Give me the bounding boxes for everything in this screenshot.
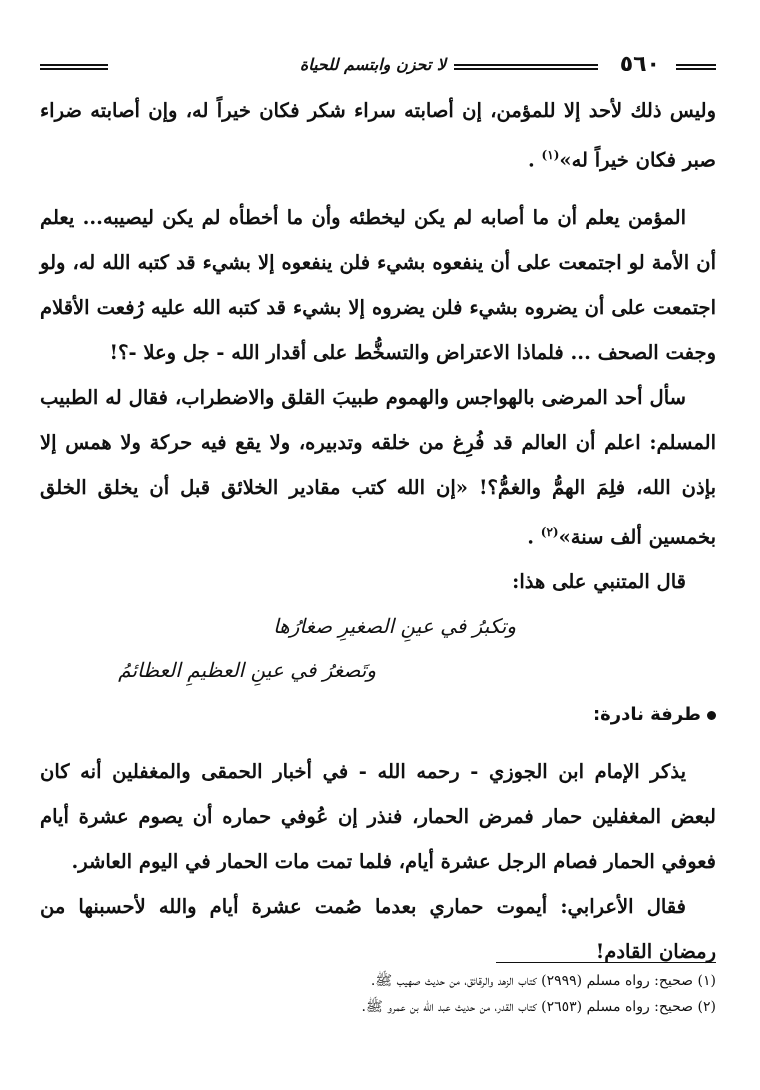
paragraph-1 [40, 88, 716, 183]
header-rule-left [40, 64, 108, 70]
footnote-1: (١) صحيح: رواه مسلم (٢٩٩٩) كتاب الزهد والرقائق، من حديث صهيب ﷺ. [370, 973, 716, 989]
paragraph-3-text: سأل أحد المرضى بالهواجس والهموم طبيبَ القلق والاضطراب، فقال له الطبيب المسلم: اعلم أن العالم قد فُرِغ من خلقه وتدبيره، ولا يقع فيه حركة ولا همس إلا بإذن الله، فلِمَ الهمُّ والغمُّ؟! «إن الله كتب مقادير الخلائق قبل أن يخلق الخلق بخمسين ألف سنة» [40, 385, 716, 548]
page-body [40, 88, 716, 974]
header-rule-middle [454, 64, 598, 70]
poem-verse-2: وتَصغرُ في عينِ العظيمِ العظائمُ [118, 658, 376, 682]
paragraph-2: المؤمن يعلم أن ما أصابه لم يكن ليخطئه وأن ما أخطأه لم يكن ليصيبه... يعلم أن الأمة لو اجتمعت على أن ينفعوه بشيء فلن ينفعوه إلا بشيء قد كتبه الله له، ولو اجتمعت على أن يضروه بشيء فلن يضروه إلا بشيء قد كتبه الله عليه رُفعت الأقلام وجفت الصحف ... فلماذا الاعتراض والتسخُّط على أقدار الله - جل وعلا -؟! [40, 205, 716, 364]
footnote-divider [496, 962, 716, 963]
paragraph-1-text: وليس ذلك لأحد إلا للمؤمن، إن أصابته سراء شكر فكان خيراً له، وإن أصابته ضراء صبر فكان خيراً له» [40, 99, 716, 172]
paragraph-3-end: . [527, 525, 541, 548]
poem [40, 604, 716, 692]
paragraph-1-end: . [527, 148, 542, 172]
section-heading [40, 692, 716, 737]
poem-verse-1: وتكبرُ في عينِ الصغيرِ صغارُها [273, 614, 516, 638]
paragraph-6: فقال الأعرابي: أيموت حماري بعدما صُمت عشرة أيام والله لأحسبنها من رمضان القادم! [40, 895, 716, 963]
footnote-ref-2: (٢) [540, 524, 559, 539]
running-title: لا تحزن وابتسم للحياة [299, 55, 446, 74]
footnote-ref-1: (١) [541, 148, 560, 162]
section-heading-text: طرفة نادرة: [592, 704, 701, 725]
paragraph-4: قال المتنبي على هذا: [512, 570, 686, 593]
header-rule-right [676, 64, 716, 70]
paragraph-3 [40, 375, 716, 560]
footnotes [40, 968, 716, 1020]
page-header [40, 52, 716, 82]
paragraph-5: يذكر الإمام ابن الجوزي - رحمه الله - في أخبار الحمقى والمغفلين أنه كان لبعض المغفلين حمار فمرض الحمار، فنذر إن عُوفي حماره أن يصوم عشرة أيام فعوفي الحمار فصام الرجل عشرة أيام، فلما تمت مات الحمار في اليوم العاشر. [40, 760, 716, 873]
footnote-2: (٢) صحيح: رواه مسلم (٢٦٥٣) كتاب القدر، من حديث عبد الله بن عمرو ﷺ. [361, 999, 716, 1015]
bullet-icon [707, 711, 716, 720]
page-number: ٥٦٠ [619, 52, 660, 77]
